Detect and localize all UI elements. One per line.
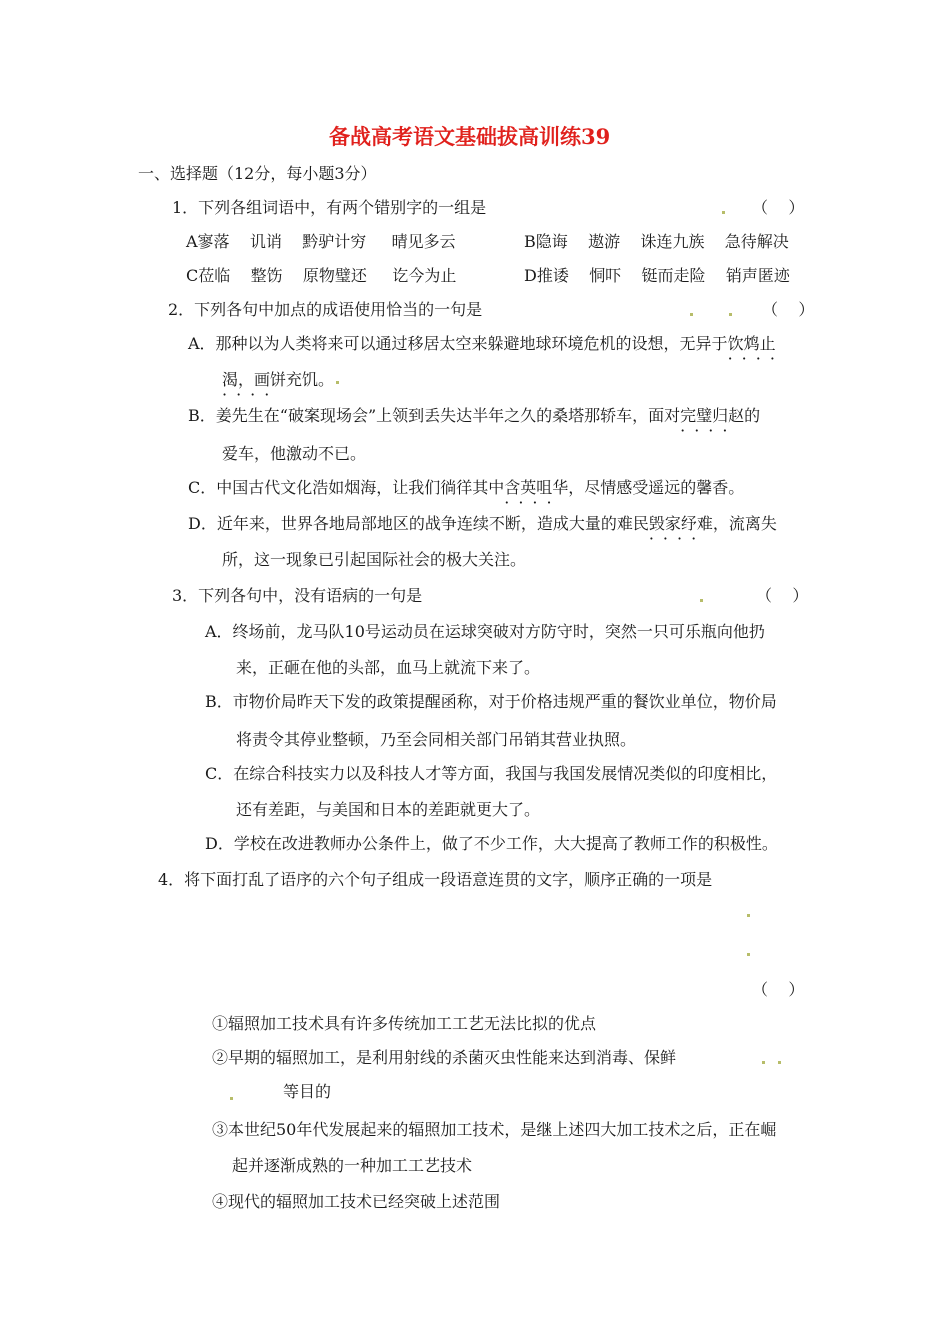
q2-a-text-end: ，画饼充饥。 <box>238 370 335 389</box>
q2-stem: 2．下列各句中加点的成语使用恰当的一句是 <box>168 300 483 319</box>
q2-b-idiom: 完璧归赵 ···· <box>680 406 744 425</box>
q2-option-b-line2: 爱车，他激动不已。 <box>222 444 367 463</box>
scan-artifact-dot <box>747 953 750 956</box>
q4-sentence-2-line1: ②早期的辐照加工，是利用射线的杀菌灭虫性能来达到消毒、保鲜 <box>212 1048 677 1067</box>
scan-artifact-dot <box>230 1097 233 1100</box>
q1-stem: 1．下列各组词语中，有两个错别字的一组是 <box>172 198 487 217</box>
q2-option-d-line2: 所，这一现象已引起国际社会的极大关注。 <box>222 550 527 569</box>
q2-option-b-line1 <box>188 406 760 426</box>
q3-option-c-line1: C．在综合科技实力以及科技人才等方面，我国与我国发展情况类似的印度相比， <box>205 764 778 783</box>
q4-sentence-4: ④现代的辐照加工技术已经突破上述范围 <box>212 1192 501 1211</box>
q2-option-d-line1 <box>188 514 777 534</box>
scan-artifact-dot <box>729 313 732 316</box>
q3-answer-paren: （ ） <box>756 586 809 605</box>
q3-option-c-line2: 还有差距，与美国和日本的差距就更大了。 <box>236 800 541 819</box>
scan-artifact-dot <box>778 1061 781 1064</box>
q4-sentence-2-line2: 等目的 <box>283 1082 332 1101</box>
q4-answer-paren: （ ） <box>752 980 805 999</box>
q1-option-b: B隐诲 遨游 诛连九族 急待解决 <box>524 232 789 251</box>
scan-artifact-dot <box>336 381 339 384</box>
q3-option-a-line2: 来，正砸在他的头部，血马上就流下来了。 <box>236 658 541 677</box>
q1-option-a: A寥落 讥诮 黔驴计穷 晴见多云 <box>186 232 456 251</box>
scan-artifact-dot <box>700 599 703 602</box>
q2-a-text: A．那种以为人类将来可以通过移居太空来躲避地球环境危机的设想，无异于 <box>188 334 728 353</box>
scan-artifact-dot <box>722 211 725 214</box>
scan-artifact-dot <box>762 1061 765 1064</box>
q3-stem: 3．下列各句中，没有语病的一句是 <box>172 586 423 605</box>
q2-b-text-end: 的 <box>744 406 761 425</box>
q2-c-text-end: ，尽情感受遥远的馨香。 <box>568 478 745 497</box>
q2-answer-paren: （ ） <box>762 300 815 319</box>
q2-option-a-line1 <box>188 334 776 354</box>
scan-artifact-dot <box>690 313 693 316</box>
q3-option-b-line2: 将责令其停业整顿，乃至会同相关部门吊销其营业执照。 <box>236 730 637 749</box>
q4-sentence-3-line2: 起并逐渐成熟的一种加工工艺技术 <box>232 1156 473 1175</box>
scan-artifact-dot <box>747 914 750 917</box>
q2-a-idiom-part2: 渴 ···· <box>222 370 238 389</box>
page-title: 备战高考语文基础拔高训练39 <box>329 124 611 149</box>
q1-option-c: C莅临 整饬 原物璧还 讫今为止 <box>186 266 457 285</box>
q2-b-text: B．姜先生在“破案现场会”上领到丢失达半年之久的桑塔那轿车，面对 <box>188 406 681 425</box>
q3-option-d: D．学校在改进教师办公条件上，做了不少工作，大大提高了教师工作的积极性。 <box>205 834 778 853</box>
q2-d-idiom: 毁家纾难 ···· <box>649 514 713 533</box>
q3-option-b-line1: B．市物价局昨天下发的政策提醒函称，对于价格违规严重的餐饮业单位，物价局 <box>205 692 777 711</box>
section-heading: 一、选择题（12分，每小题3分） <box>138 164 377 183</box>
q2-c-text: C．中国古代文化浩如烟海，让我们徜徉其中 <box>188 478 505 497</box>
q4-stem: 4．将下面打乱了语序的六个句子组成一段语意连贯的文字，顺序正确的一项是 <box>158 870 713 889</box>
q2-option-c <box>188 478 744 498</box>
q4-sentence-1: ①辐照加工技术具有许多传统加工工艺无法比拟的优点 <box>212 1014 597 1033</box>
q2-d-text-end: ，流离失 <box>712 514 777 533</box>
q2-d-text: D．近年来，世界各地局部地区的战争连续不断，造成大量的难民 <box>188 514 649 533</box>
q2-c-idiom: 含英咀华 ···· <box>504 478 568 497</box>
q1-option-d: D推诿 恫吓 铤而走险 销声匿迹 <box>524 266 790 285</box>
q1-answer-paren: （ ） <box>752 198 805 217</box>
q4-sentence-3-line1: ③本世纪50年代发展起来的辐照加工技术，是继上述四大加工技术之后，正在崛 <box>212 1120 777 1139</box>
q2-option-a-line2 <box>222 370 334 390</box>
q2-a-idiom-part1: 饮鸩止 ···· <box>728 334 776 353</box>
q3-option-a-line1: A．终场前，龙马队10号运动员在运球突破对方防守时，突然一只可乐瓶向他扔 <box>205 622 765 641</box>
